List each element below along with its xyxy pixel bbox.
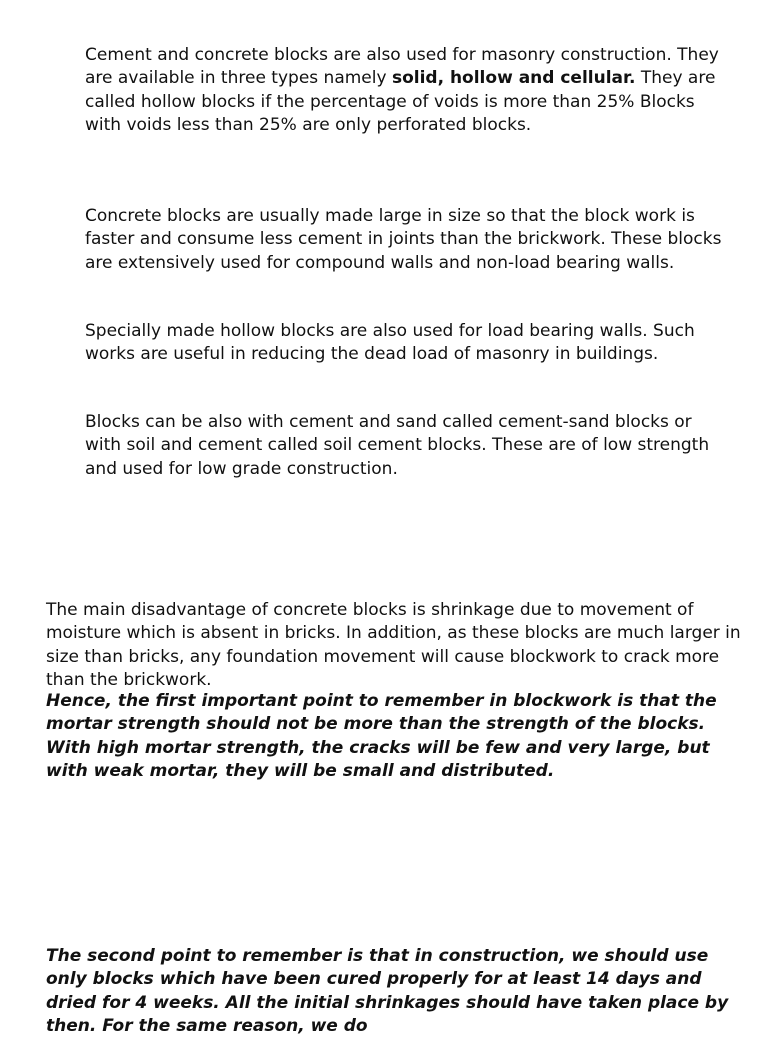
paragraph-block-size: Concrete blocks are usually made large in size so that the block work is faster and consume less cement in joints than the brickwork. These blocks are extensively used for compound walls and non-load bearing walls. — [85, 206, 722, 273]
emphasis-text: solid, hollow and cellular. — [391, 68, 636, 89]
paragraph-cement-sand-blocks: Blocks can be also with cement and sand called cement-sand blocks or with soil and cement called soil cement blocks. These are of low strength and used for low grade construction. — [85, 412, 710, 479]
paragraph-disadvantage: The main disadvantage of concrete blocks is shrinkage due to movement of moisture which is absent in bricks. In addition, as these blocks are much larger in size than bricks, any foundation movement will cause blockwork to crack more than the brickwork. — [46, 600, 741, 690]
paragraph-first-point: Hence, the first important point to remember in blockwork is that the mortar strength should not be more than the strength of the blocks. With high mortar strength, the cracks will be few and very large, but with weak mortar, they will be small and distributed. — [46, 691, 717, 781]
paragraph-text: They are called hollow blocks if the percentage of voids is more than 25% Blocks with voids less than 25% are only perforated blocks. — [85, 68, 716, 135]
paragraph-text: Cement and concrete blocks are also used for masonry construction. They are available in three types namely — [85, 45, 719, 89]
paragraph-second-point: The second point to remember is that in construction, we should use only blocks which have been cured properly for at least 14 days and dried for 4 weeks. All the initial shrinkages should have taken place by then. For the same reason, we do — [46, 946, 729, 1036]
paragraph-block-types — [85, 44, 725, 137]
paragraph-hollow-blocks: Specially made hollow blocks are also used for load bearing walls. Such works are useful in reducing the dead load of masonry in buildings. — [85, 321, 695, 365]
